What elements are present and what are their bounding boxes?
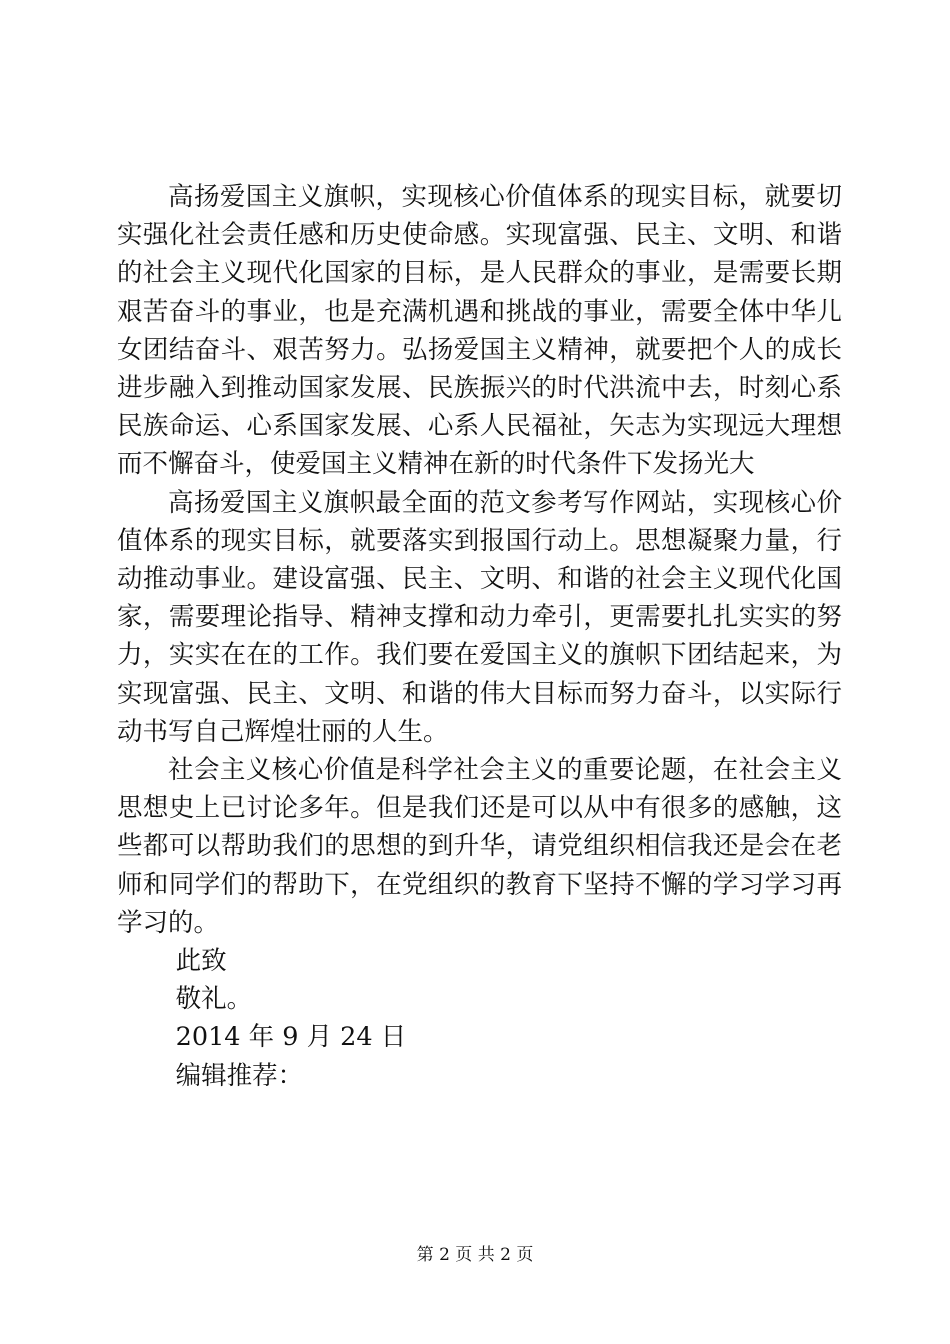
paragraph-1: 高扬爱国主义旗帜，实现核心价值体系的现实目标，就要切实强化社会责任感和历史使命感。实现富强、民主、文明、和谐的社会主义现代化国家的目标，是人民群众的事业，是需要长期艰苦奋斗的事业，也是充满机遇和挑战的事业，需要全体中华儿女团结奋斗、艰苦努力。弘扬爱国主义精神，就要把个人的成长进步融入到推动国家发展、民族振兴的时代洪流中去，时刻心系民族命运、心系国家发展、心系人民福祉，矢志为实现远大理想而不懈奋斗，使爱国主义精神在新的时代条件下发扬光大: [117, 182, 842, 480]
paragraph-2: 高扬爱国主义旗帜最全面的范文参考写作网站，实现核心价值体系的现实目标，就要落实到报国行动上。思想凝聚力量，行动推动事业。建设富强、民主、文明、和谐的社会主义现代化国家，需要理论指导、精神支撑和动力牵引，更需要扎扎实实的努力，实实在在的工作。我们要在爱国主义的旗帜下团结起来，为实现富强、民主、文明、和谐的伟大目标而努力奋斗，以实际行动书写自己辉煌壮丽的人生。: [117, 487, 842, 747]
editor-recommendation-label: 编辑推荐：: [175, 1060, 304, 1091]
document-body: [117, 178, 842, 1095]
paragraph-3: 社会主义核心价值是科学社会主义的重要论题，在社会主义思想史上已讨论多年。但是我们还是可以从中有很多的感触，这些都可以帮助我们的思想的到升华，请党组织相信我还是会在老师和同学们的帮助下，在党组织的教育下坚持不懈的学习学习再学习的。: [117, 755, 842, 938]
closing-salutation: 此致: [175, 946, 227, 977]
closing-date: 2014 年 9 月 24 日: [175, 1022, 407, 1053]
closing-regards: 敬礼。: [175, 984, 253, 1015]
page-footer: 第 2 页 共 2 页: [416, 1245, 534, 1265]
